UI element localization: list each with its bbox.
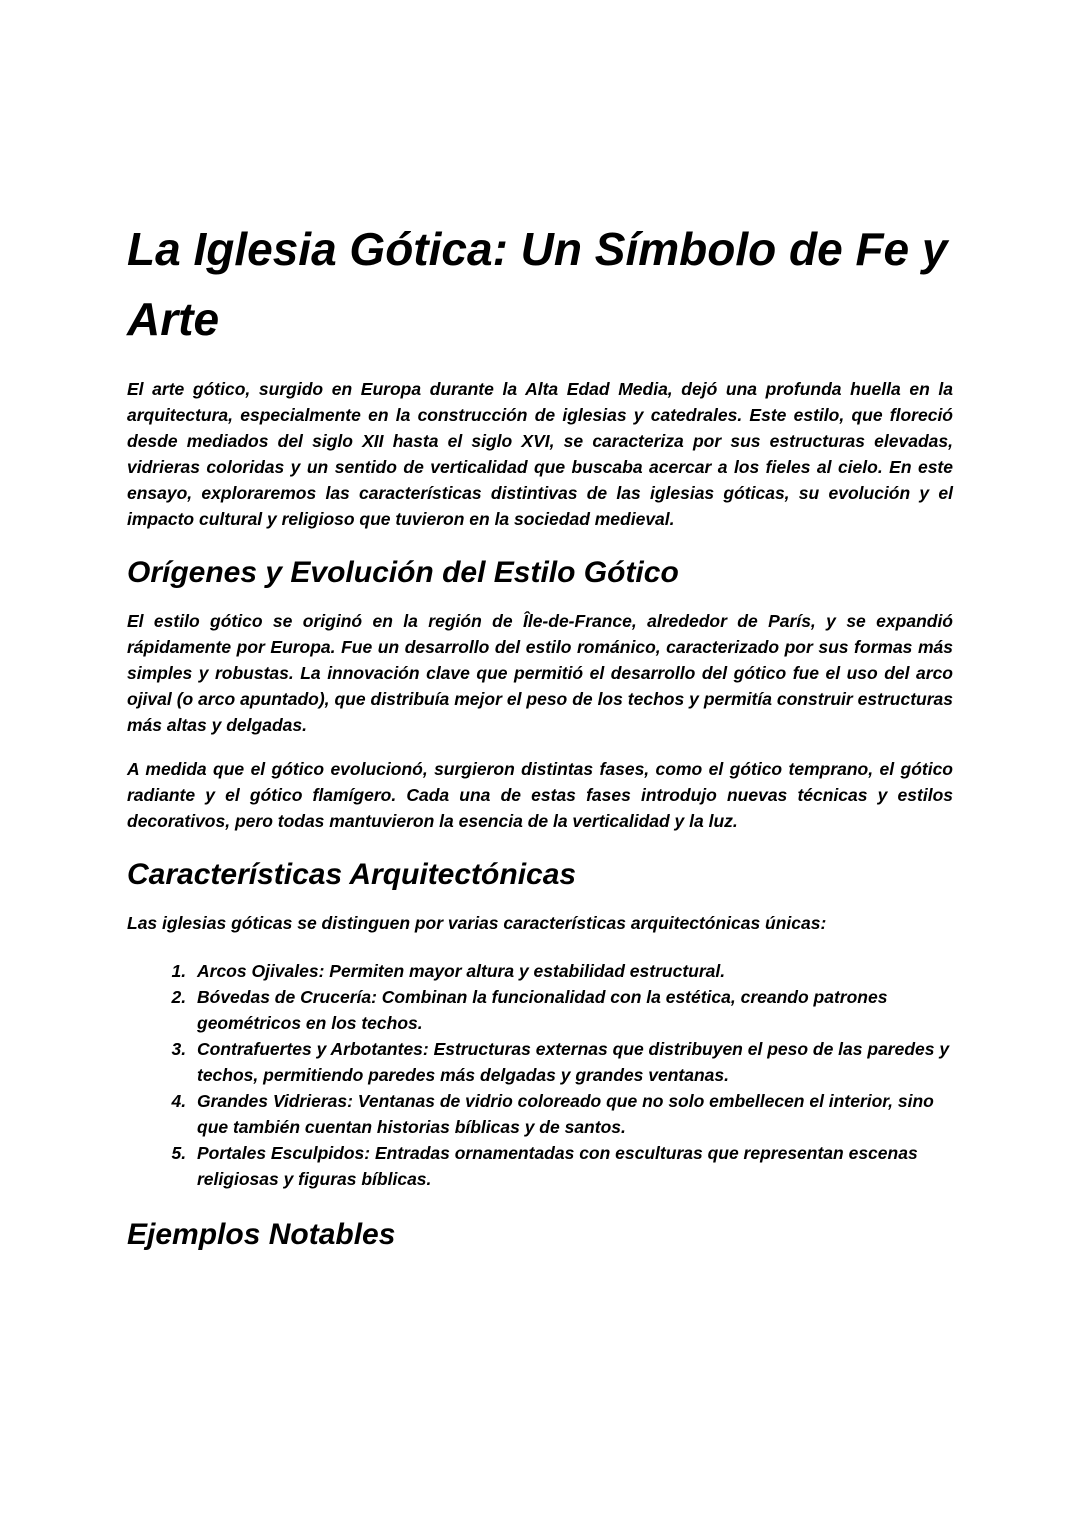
list-item: 2. Bóvedas de Crucería: Combinan la funcionalidad con la estética, creando patrones geométricos en los techos. (191, 984, 953, 1036)
origins-paragraph-1: El estilo gótico se originó en la región de Île-de-France, alrededor de París, y se expandió rápidamente por Europa. Fue un desarrollo del estilo románico, caracterizado por sus formas más simples y robustas. La innovación clave que permitió el desarrollo del gótico fue el uso del arco ojival (o arco apuntado), que distribuía mejor el peso de los techos y permitía construir estructuras más altas y delgadas. (127, 611, 953, 735)
characteristics-intro: Las iglesias góticas se distinguen por varias características arquitectónicas únicas: (127, 913, 827, 933)
document-page (127, 214, 953, 1270)
list-item: 5. Portales Esculpidos: Entradas ornamentadas con esculturas que representan escenas religiosas y figuras bíblicas. (191, 1140, 953, 1192)
intro-paragraph: El arte gótico, surgido en Europa durante la Alta Edad Media, dejó una profunda huella en la arquitectura, especialmente en la construcción de iglesias y catedrales. Este estilo, que floreció desde mediados del siglo XII hasta el siglo XVI, se caracteriza por sus estructuras elevadas, vidrieras coloridas y un sentido de verticalidad que buscaba acercar a los fieles al cielo. En este ensayo, exploraremos las características distintivas de las iglesias góticas, su evolución y el impacto cultural y religioso que tuvieron en la sociedad medieval. (127, 379, 953, 529)
section-heading-examples: Ejemplos Notables (127, 1218, 396, 1251)
list-item: 4. Grandes Vidrieras: Ventanas de vidrio coloreado que no solo embellecen el interior, sino que también cuentan historias bíblicas y de santos. (191, 1088, 953, 1140)
characteristics-list (127, 958, 953, 1192)
list-item: 3. Contrafuertes y Arbotantes: Estructuras externas que distribuyen el peso de las paredes y techos, permitiendo paredes más delgadas y grandes ventanas. (191, 1036, 953, 1088)
document-title: La Iglesia Gótica: Un Símbolo de Fe y Arte (127, 223, 948, 345)
list-item: 1. Arcos Ojivales: Permiten mayor altura y estabilidad estructural. (191, 958, 953, 984)
origins-paragraph-2: A medida que el gótico evolucionó, surgieron distintas fases, como el gótico temprano, el gótico radiante y el gótico flamígero. Cada una de estas fases introdujo nuevas técnicas y estilos decorativos, pero todas mantuvieron la esencia de la verticalidad y la luz. (127, 759, 953, 831)
section-heading-origins: Orígenes y Evolución del Estilo Gótico (127, 556, 679, 589)
section-heading-characteristics: Características Arquitectónicas (127, 858, 577, 891)
